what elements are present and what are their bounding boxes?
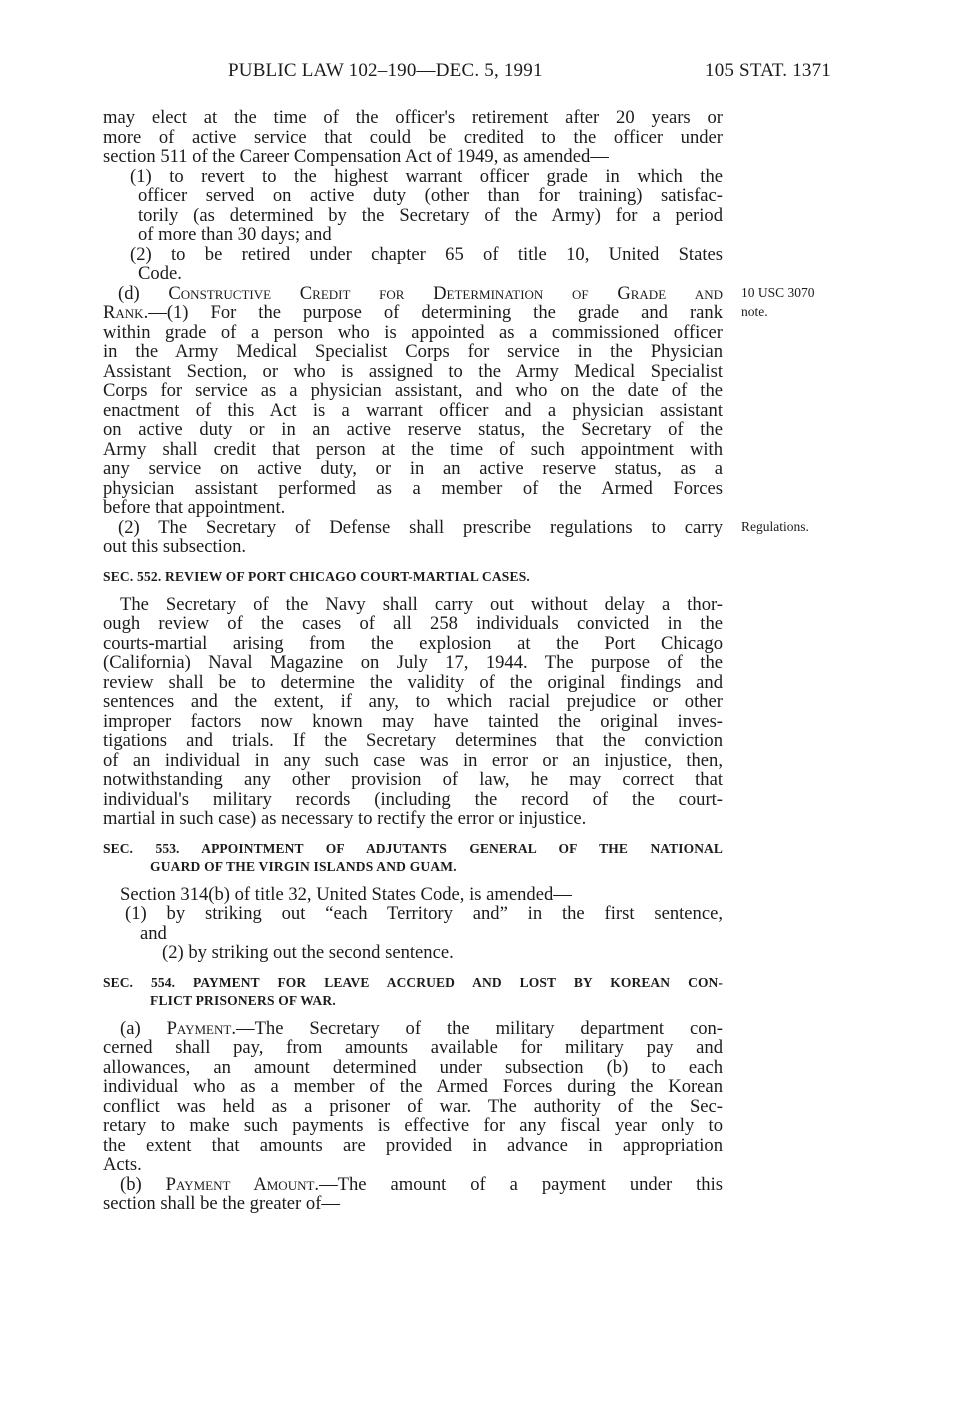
text-line xyxy=(120,1175,723,1195)
paragraph xyxy=(103,1019,723,1175)
text-line: improper factors now known may have tainted the original inves- xyxy=(103,710,723,732)
margin-note xyxy=(741,283,815,321)
text-line: (1) by striking out “each Territory and” in the first sentence, xyxy=(125,903,723,924)
text-line: and xyxy=(140,922,167,944)
text-line: more of active service that could be credited to the officer under xyxy=(103,126,723,148)
text-span: —(1) For the purpose of determining the grade and rank xyxy=(148,302,723,323)
text-line xyxy=(103,303,723,323)
paragraph xyxy=(103,885,723,905)
text-span: —The Secretary of the military department con- xyxy=(235,1017,723,1039)
text-line: The Secretary of the Navy shall carry out without delay a thor- xyxy=(120,593,723,615)
text-line: Assistant Section, or who is assigned to the Army Medical Specialist xyxy=(103,360,723,382)
text-line: (2) The Secretary of Defense shall prescribe regulations to carry xyxy=(118,516,723,538)
margin-note-line: note. xyxy=(741,303,768,319)
text-line: Section 314(b) of title 32, United States Code, is amended— xyxy=(120,883,572,905)
text-line: sentences and the extent, if any, to which racial prejudice or other xyxy=(103,691,723,712)
text-span: (d) xyxy=(118,282,169,304)
text-span: (a) xyxy=(120,1017,167,1039)
text-line: (2) by striking out the second sentence. xyxy=(162,942,454,963)
text-line: out this subsection. xyxy=(103,536,247,557)
text-line: enactment of this Act is a warrant officer and a physician assistant xyxy=(103,399,723,421)
text-line: tigations and trials. If the Secretary determines that the conviction xyxy=(103,730,723,751)
subsection-caption: Payment Amount. xyxy=(165,1173,320,1195)
text-line: individual's military records (including the record of the court- xyxy=(103,788,723,810)
subsection-caption: Constructive Credit for Determination of Grade and xyxy=(168,282,723,304)
text-line: section shall be the greater of— xyxy=(103,1193,340,1214)
text-line: GUARD OF THE VIRGIN ISLANDS AND GUAM. xyxy=(150,858,457,874)
text-line: review shall be to determine the validity of the original findings and xyxy=(103,671,723,693)
margin-note xyxy=(741,517,809,536)
text-line: the extent that amounts are provided in advance in appropriation xyxy=(103,1134,723,1156)
text-line: FLICT PRISONERS OF WAR. xyxy=(150,992,336,1008)
section-heading xyxy=(103,974,723,1010)
text-line xyxy=(120,1019,723,1039)
text-line: in the Army Medical Specialist Corps for service in the Physician xyxy=(103,341,723,362)
text-line: of more than 30 days; and xyxy=(138,224,332,245)
text-line: SEC. 554. PAYMENT FOR LEAVE ACCRUED AND LOST BY KOREAN CON- xyxy=(103,974,723,990)
text-line: cerned shall pay, from amounts available for military pay and xyxy=(103,1037,723,1058)
text-line: before that appointment. xyxy=(103,497,286,518)
paragraph xyxy=(103,167,723,245)
paragraph xyxy=(103,245,723,284)
text-line: Corps for service as a physician assistant, and who on the date of the xyxy=(103,380,723,401)
paragraph xyxy=(103,904,723,943)
text-line: individual who as a member of the Armed Forces during the Korean xyxy=(103,1076,723,1097)
margin-note-line: 10 USC 3070 xyxy=(741,284,815,300)
text-line: retary to make such payments is effective for any fiscal year only to xyxy=(103,1115,723,1136)
text-line: allowances, an amount determined under subsection (b) to each xyxy=(103,1056,723,1078)
text-line: SEC. 552. REVIEW OF PORT CHICAGO COURT-MARTIAL CASES. xyxy=(103,568,530,584)
text-line: Army shall credit that person at the time of such appointment with xyxy=(103,438,723,460)
text-line: conflict was held as a prisoner of war. The authority of the Sec- xyxy=(103,1095,723,1117)
text-line: Code. xyxy=(138,263,182,284)
text-line: any service on active duty, or in an active reserve status, as a xyxy=(103,458,723,479)
paragraph xyxy=(103,108,723,167)
text-line: martial in such case) as necessary to rectify the error or injustice. xyxy=(103,808,587,829)
paragraph xyxy=(103,516,809,557)
subsection-caption: Rank. xyxy=(103,302,149,323)
text-line: of an individual in any such case was in error or an injustice, then, xyxy=(103,749,723,771)
text-line: section 511 of the Career Compensation Act of 1949, as amended— xyxy=(103,146,609,167)
running-header-title: PUBLIC LAW 102–190—DEC. 5, 1991 xyxy=(228,60,543,81)
text-line xyxy=(118,284,723,304)
margin-note-line: Regulations. xyxy=(741,518,809,534)
text-span: —The amount of a payment under this xyxy=(319,1173,723,1195)
text-line: may elect at the time of the officer's retirement after 20 years or xyxy=(103,107,723,128)
section-heading xyxy=(103,568,723,586)
text-line: (1) to revert to the highest warrant officer grade in which the xyxy=(130,165,723,187)
text-line: notwithstanding any other provision of law, he may correct that xyxy=(103,769,723,790)
text-line: ough review of the cases of all 258 individuals convicted in the xyxy=(103,613,723,634)
paragraph xyxy=(103,282,815,518)
text-line: (California) Naval Magazine on July 17, 1944. The purpose of the xyxy=(103,652,723,673)
text-line: SEC. 553. APPOINTMENT OF ADJUTANTS GENERAL OF THE NATIONAL xyxy=(103,840,723,856)
text-line: within grade of a person who is appointed as a commissioned officer xyxy=(103,321,723,343)
page-number: 105 STAT. 1371 xyxy=(705,60,832,81)
text-line: Acts. xyxy=(103,1154,142,1175)
text-line: physician assistant performed as a member of the Armed Forces xyxy=(103,477,723,499)
document-body xyxy=(103,107,815,1214)
text-line: (2) to be retired under chapter 65 of title 10, United States xyxy=(130,243,723,265)
section-heading xyxy=(103,840,723,876)
text-line: officer served on active duty (other than for training) satisfac- xyxy=(138,185,723,206)
text-line: on active duty or in an active reserve status, the Secretary of the xyxy=(103,419,723,440)
paragraph xyxy=(103,595,723,829)
subsection-caption: Payment. xyxy=(166,1017,236,1039)
text-line: courts-martial arising from the explosion at the Port Chicago xyxy=(103,632,723,654)
paragraph xyxy=(103,1175,723,1214)
paragraph xyxy=(103,943,723,963)
text-span: (b) xyxy=(120,1173,166,1195)
text-line: torily (as determined by the Secretary of the Army) for a period xyxy=(138,204,723,226)
